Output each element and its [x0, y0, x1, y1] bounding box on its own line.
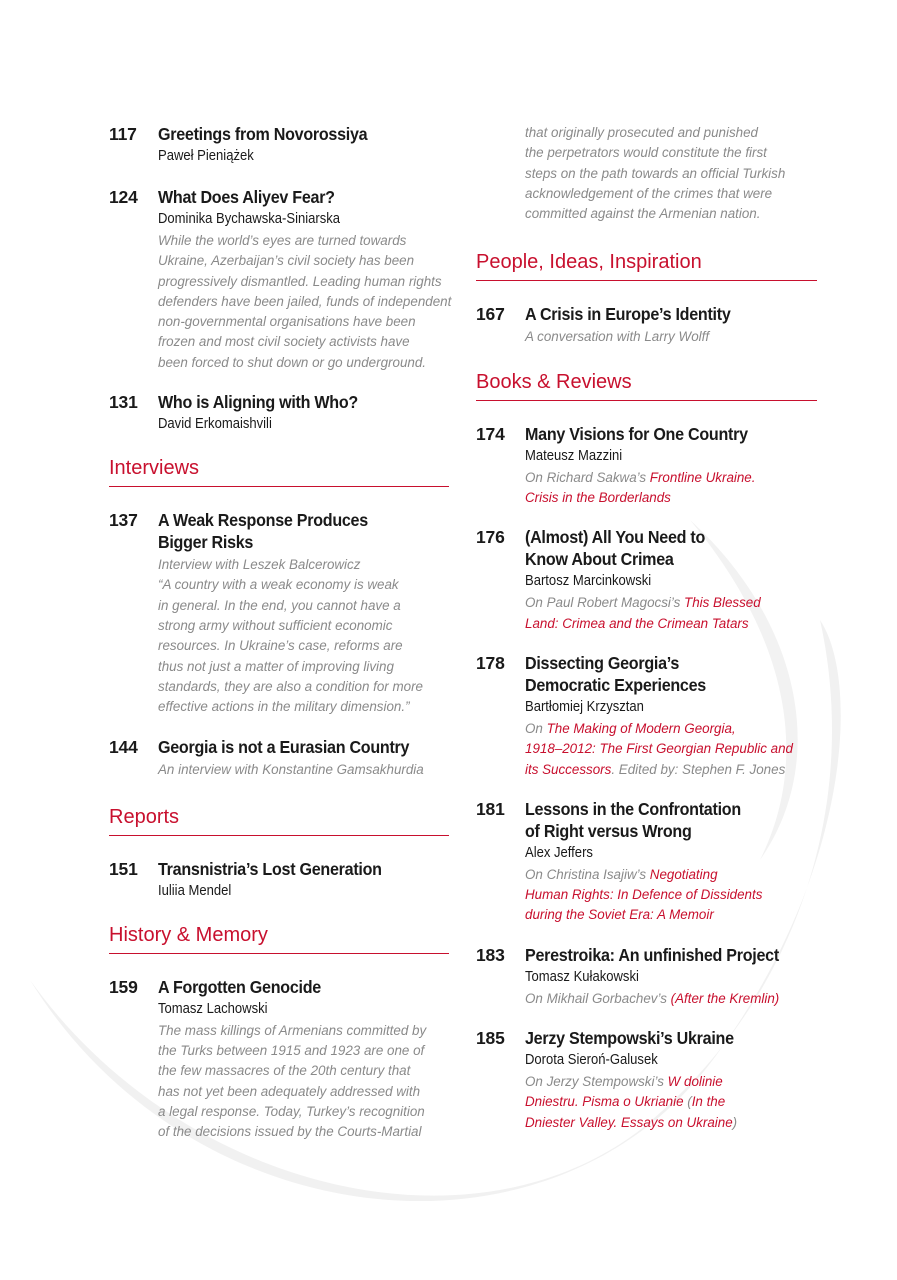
article-title: (Almost) All You Need to: [525, 527, 706, 548]
article-title: A Weak Response Produces: [158, 510, 368, 531]
article-author: Dorota Sieroń-Galusek: [525, 1052, 658, 1069]
article-author: Alex Jeffers: [525, 844, 593, 861]
toc-entry[interactable]: [476, 798, 817, 926]
article-author: David Erkomaishvili: [158, 416, 272, 433]
article-title: Lessons in the Confrontation: [525, 798, 741, 819]
section-heading-books-reviews: Books & Reviews: [476, 370, 817, 401]
page-number: 131: [109, 392, 138, 413]
article-title-line2: Know About Crimea: [525, 549, 674, 570]
book-title: W dolinie: [667, 1074, 723, 1090]
article-title-line2: Democratic Experiences: [525, 674, 706, 695]
summary-continuation: that originally prosecuted and punished the perpetrators would constitute the first steps on the path towards an official Turkish acknowledgement of the crimes that were committed against the Armenian nation.: [525, 125, 786, 222]
toc-entry[interactable]: [109, 976, 449, 1143]
article-author: Tomasz Kułakowski: [525, 968, 639, 985]
book-title: Frontline Ukraine.: [649, 469, 756, 485]
book-title: Human Rights: In Defence of Dissidents: [525, 887, 763, 903]
article-author: Tomasz Lachowski: [158, 1000, 268, 1017]
article-author: Dominika Bychawska-Siniarska: [158, 211, 341, 227]
book-title: during the Soviet Era: A Memoir: [525, 907, 714, 923]
book-title: This Blessed: [684, 595, 761, 611]
page-number: 167: [476, 304, 505, 325]
article-title: Greetings from Novorossiya: [158, 124, 368, 144]
toc-entry[interactable]: [476, 652, 817, 780]
article-title: Who is Aligning with Who?: [158, 392, 358, 413]
article-summary: A conversation with Larry Wolff: [525, 329, 710, 345]
page-number: 117: [109, 124, 137, 144]
review-of: On Paul Robert Magocsi’s This Blessed Land: Crimea and the Crimean Tatars: [525, 593, 817, 634]
book-title: In the: [691, 1094, 726, 1110]
toc-entry[interactable]: [109, 509, 449, 717]
article-title: Jerzy Stempowski’s Ukraine: [525, 1028, 734, 1049]
article-title-line2: of Right versus Wrong: [525, 820, 692, 841]
article-author: Iuliia Mendel: [158, 882, 232, 899]
toc-entry[interactable]: [476, 1027, 817, 1133]
review-of: On Richard Sakwa’s Frontline Ukraine. Crisis in the Borderlands: [525, 468, 817, 509]
toc-entry[interactable]: [109, 123, 449, 166]
page-number: 183: [476, 944, 505, 965]
article-author: Bartosz Marcinkowski: [525, 573, 652, 590]
section-heading-interviews: Interviews: [109, 456, 449, 487]
article-summary: An interview with Konstantine Gamsakhurdia: [158, 762, 424, 778]
book-title: Crisis in the Borderlands: [525, 490, 671, 506]
article-title: Perestroika: An unfinished Project: [525, 944, 779, 965]
book-title: Dniestru. Pisma o Ukrianie: [525, 1094, 684, 1110]
section-heading-history-memory: History & Memory: [109, 923, 449, 954]
page-number: 144: [109, 737, 138, 758]
review-of: On The Making of Modern Georgia, 1918–2012: The First Georgian Republic and its Successors. Edited by: Stephen F. Jones: [525, 719, 817, 780]
toc-entry[interactable]: [476, 303, 817, 347]
section-heading-people-ideas: People, Ideas, Inspiration: [476, 250, 817, 281]
article-summary: While the world’s eyes are turned towards Ukraine, Azerbaijan’s civil society has been progressively dismantled. Leading human rights defenders have been jailed, funds of independent non-governmental organisations have been frozen and most civil society activists have been forced to shut down or go underground.: [158, 233, 452, 370]
toc-entry[interactable]: [109, 391, 449, 434]
article-title: A Forgotten Genocide: [158, 976, 321, 997]
toc-entry[interactable]: [476, 526, 817, 634]
book-title: 1918–2012: The First Georgian Republic and: [525, 741, 793, 757]
book-title: (After the Kremlin): [670, 990, 780, 1006]
article-summary: The mass killings of Armenians committed by the Turks between 1915 and 1923 are one of the few massacres of the 20th century that has not yet been adequately addressed with a legal response. Today, Turkey’s recognition of the decisions issued by the Courts-Martial: [158, 1022, 427, 1140]
article-title-line2: Bigger Risks: [158, 532, 254, 553]
book-title: Dniester Valley. Essays on Ukraine: [525, 1114, 733, 1130]
toc-entry[interactable]: [109, 186, 452, 373]
book-title: The Making of Modern Georgia,: [546, 720, 736, 736]
right-column: [476, 123, 817, 1133]
toc-entry[interactable]: [476, 944, 817, 1009]
article-author: Paweł Pieniążek: [158, 148, 254, 164]
toc-entry[interactable]: [109, 736, 449, 780]
review-of: On Mikhail Gorbachev’s (After the Kremlin): [525, 990, 780, 1006]
article-title: Georgia is not a Eurasian Country: [158, 737, 410, 758]
book-title: its Successors: [525, 761, 612, 777]
article-summary: Interview with Leszek Balcerowicz “A country with a weak economy is weak in general. In the end, you cannot have a strong army without sufficient economic resources. In Ukraine’s case, reforms are thus not just a matter of improving living standards, they are also a condition for more effective actions in the military dimension.”: [158, 557, 423, 715]
article-author: Bartłomiej Krzysztan: [525, 698, 644, 715]
page-number: 174: [476, 423, 505, 444]
page-number: 159: [109, 976, 138, 997]
review-of: On Jerzy Stempowski’s W dolinie Dniestru. Pisma o Ukrianie (In the Dniester Valley. Essays on Ukraine): [525, 1074, 738, 1130]
page-number: 124: [109, 187, 138, 207]
section-heading-reports: Reports: [109, 805, 449, 836]
page-number: 185: [476, 1028, 505, 1049]
toc-entry[interactable]: [476, 423, 817, 509]
article-title: Dissecting Georgia’s: [525, 652, 680, 673]
toc-entry[interactable]: [109, 858, 449, 901]
left-column: [109, 123, 452, 1143]
book-title: Land: Crimea and the Crimean Tatars: [525, 615, 749, 631]
page-number: 137: [109, 510, 138, 531]
page-number: 181: [476, 798, 505, 819]
article-title: Transnistria’s Lost Generation: [158, 858, 382, 879]
page-number: 151: [109, 858, 138, 879]
article-author: Mateusz Mazzini: [525, 447, 623, 464]
page-number: 176: [476, 527, 505, 548]
article-title: A Crisis in Europe’s Identity: [525, 304, 731, 325]
book-title: Negotiating: [649, 866, 718, 882]
article-title: Many Visions for One Country: [525, 423, 748, 444]
page-number: 178: [476, 652, 505, 673]
review-of: On Christina Isajiw’s Negotiating Human Rights: In Defence of Dissidents during the Soviet Era: A Memoir: [525, 865, 817, 926]
article-title: What Does Aliyev Fear?: [158, 187, 335, 207]
